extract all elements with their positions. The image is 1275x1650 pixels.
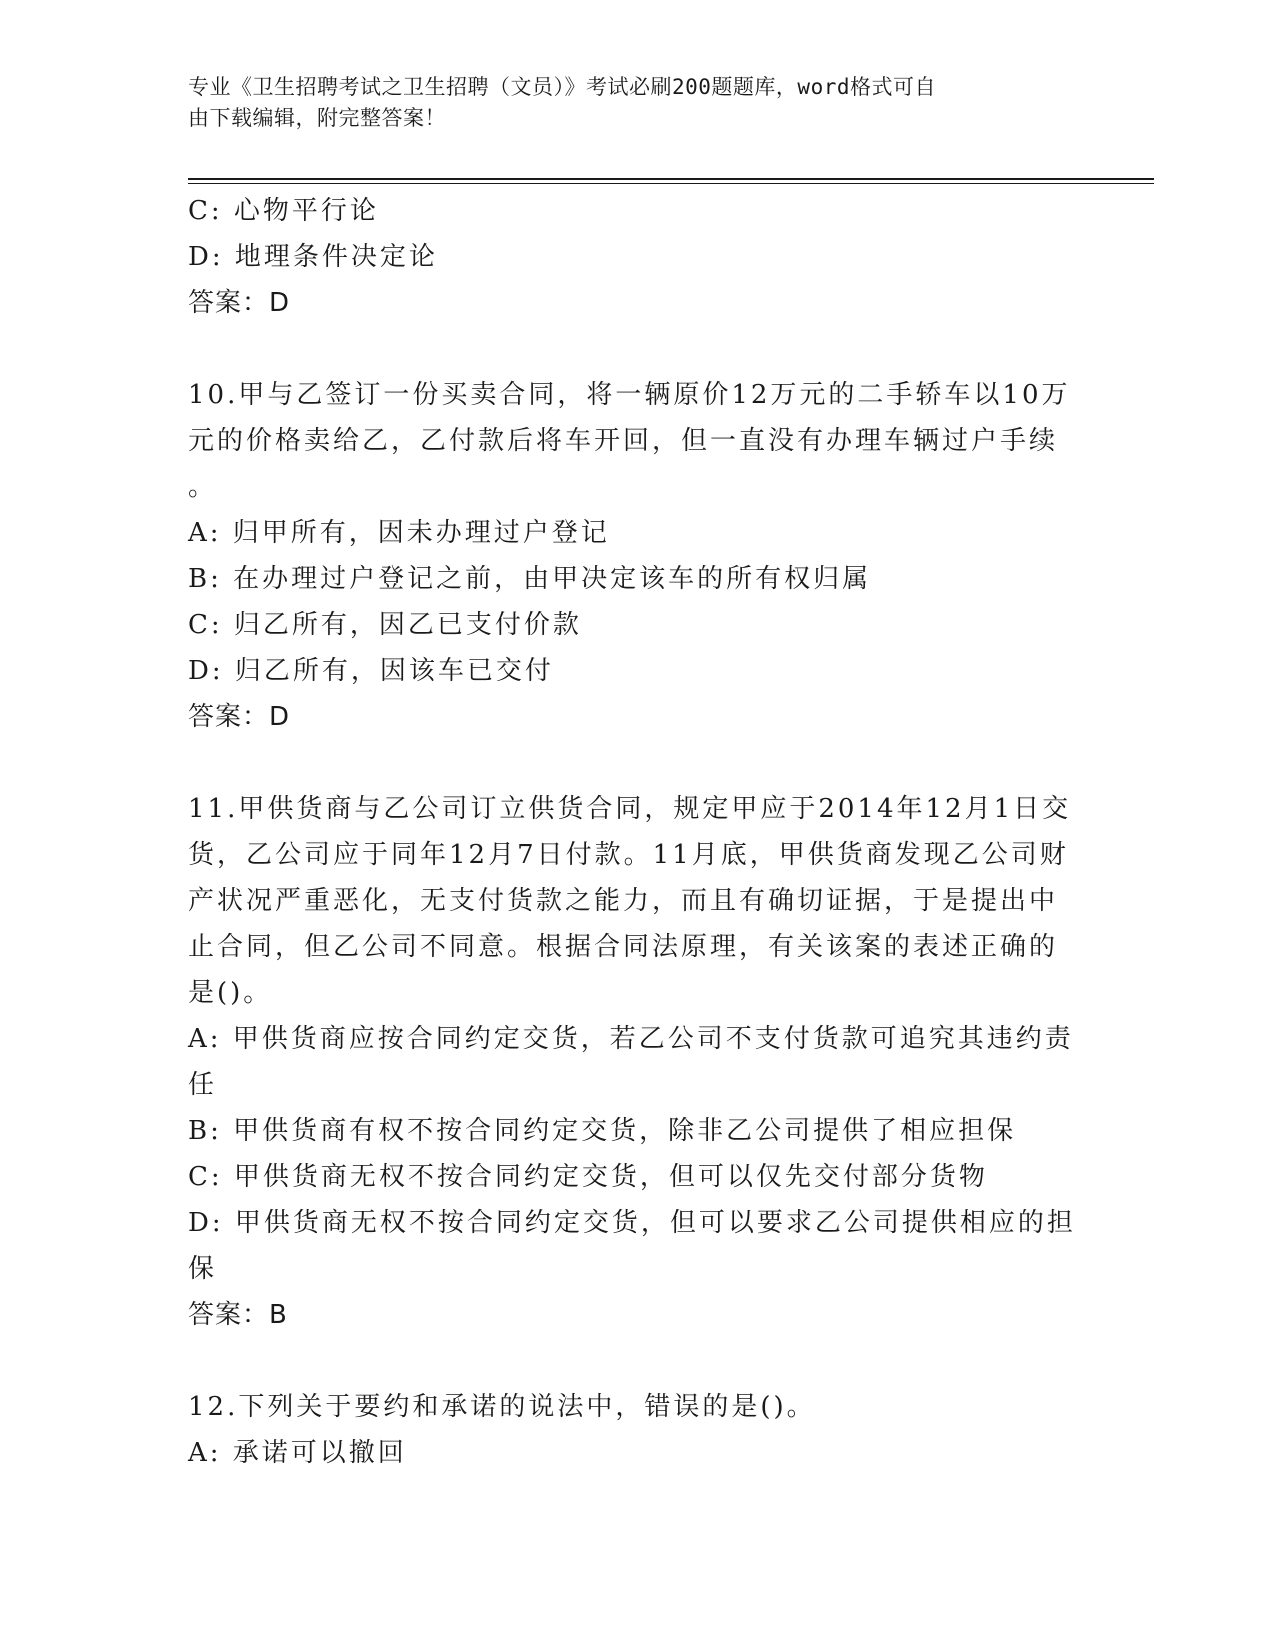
page-header	[188, 72, 1068, 134]
q10-stem-line-3: 。	[188, 472, 218, 502]
q11-stem-line-1: 11.甲供货商与乙公司订立供货合同，规定甲应于2014年12月1日交	[188, 794, 1072, 824]
q11-stem-line-5: 是()。	[188, 978, 273, 1008]
q11-stem-line-3: 产状况严重恶化，无支付货款之能力，而且有确切证据，于是提出中	[188, 886, 1059, 916]
q12-stem: 12.下列关于要约和承诺的说法中，错误的是()。	[188, 1392, 816, 1422]
q9-option-c: C: 心物平行论	[188, 196, 379, 226]
header-title-line-1: 专业《卫生招聘考试之卫生招聘（文员）》考试必刷200题题库，word格式可自	[188, 75, 936, 99]
spacer	[188, 740, 1088, 786]
q10-option-c: C: 归乙所有，因乙已支付价款	[188, 610, 582, 640]
header-divider-thick	[188, 178, 1154, 180]
spacer	[188, 1338, 1088, 1384]
q11-option-b: B: 甲供货商有权不按合同约定交货，除非乙公司提供了相应担保	[188, 1116, 1017, 1146]
q9-answer: 答案：D	[188, 288, 291, 318]
header-divider-thin	[188, 183, 1154, 184]
q10-option-b: B: 在办理过户登记之前，由甲决定该车的所有权归属	[188, 564, 872, 594]
document-body	[188, 188, 1088, 1476]
q10-answer: 答案：D	[188, 702, 291, 732]
q11-option-d-line-2: 保	[188, 1254, 218, 1284]
q10-stem-line-2: 元的价格卖给乙，乙付款后将车开回，但一直没有办理车辆过户手续	[188, 426, 1059, 456]
q11-stem-line-4: 止合同，但乙公司不同意。根据合同法原理，有关该案的表述正确的	[188, 932, 1059, 962]
q11-option-a-line-2: 任	[188, 1070, 218, 1100]
q10-option-d: D: 归乙所有，因该车已交付	[188, 656, 554, 686]
q11-answer: 答案：B	[188, 1300, 288, 1330]
q11-stem-line-2: 货，乙公司应于同年12月7日付款。11月底，甲供货商发现乙公司财	[188, 840, 1069, 870]
q11-option-c: C: 甲供货商无权不按合同约定交货，但可以仅先交付部分货物	[188, 1162, 988, 1192]
q11-option-a-line-1: A: 甲供货商应按合同约定交货，若乙公司不支付货款可追究其违约责	[188, 1024, 1074, 1054]
q11-option-d-line-1: D: 甲供货商无权不按合同约定交货，但可以要求乙公司提供相应的担	[188, 1208, 1076, 1238]
spacer	[188, 326, 1088, 372]
header-title-line-2: 由下载编辑，附完整答案！	[188, 106, 446, 130]
q10-option-a: A: 归甲所有，因未办理过户登记	[188, 518, 610, 548]
q12-option-a: A: 承诺可以撤回	[188, 1438, 407, 1468]
q9-option-d: D: 地理条件决定论	[188, 242, 438, 272]
q10-stem-line-1: 10.甲与乙签订一份买卖合同，将一辆原价12万元的二手轿车以10万	[188, 380, 1071, 410]
